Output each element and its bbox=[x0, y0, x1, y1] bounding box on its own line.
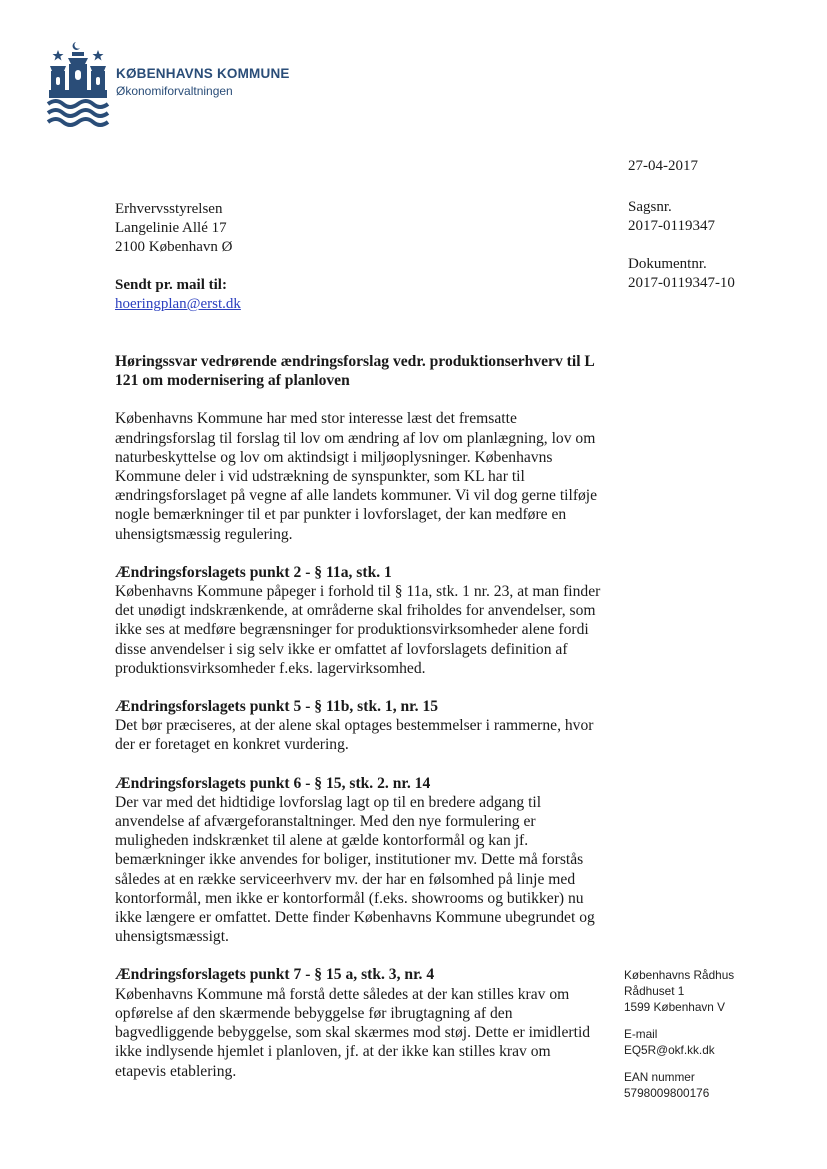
intro-paragraph: Københavns Kommune har med stor interesse læst det fremsatte ændringsforslag til forslag til lov om ændring af lov om planlægning, lov om naturbeskyttelse og lov om aktindsigt i miljøoplysninger. Københavns Kommune deler i vid udstrækning de synspunkter, som KL har til ændringsforslaget på vegne af alle landets kommuner. Vi vil dog gerne tilføje nogle bemærkninger til et par punkter i lovforslaget, der kan medføre en uhensigtsmæssig regulering. bbox=[115, 410, 598, 543]
footer-contact bbox=[624, 967, 734, 1101]
footer-email-label: E-mail bbox=[624, 1027, 658, 1041]
recipient-line: Langelinie Allé 17 bbox=[115, 220, 227, 236]
footer-email bbox=[624, 1026, 734, 1058]
footer-ean-label: EAN nummer bbox=[624, 1070, 695, 1084]
copenhagen-coat-of-arms-icon bbox=[44, 40, 112, 132]
department-name: Økonomiforvaltningen bbox=[116, 84, 233, 98]
sent-label: Sendt pr. mail til: bbox=[115, 277, 227, 293]
footer-address-line: Københavns Rådhus bbox=[624, 968, 735, 982]
letter-date: 27-04-2017 bbox=[628, 158, 698, 174]
recipient-address bbox=[115, 200, 232, 257]
section bbox=[115, 563, 605, 678]
footer-address-line: Rådhuset 1 bbox=[624, 984, 685, 998]
section-heading: Ændringsforslagets punkt 2 - § 11a, stk. 1 bbox=[115, 563, 392, 581]
footer-address bbox=[624, 967, 734, 1015]
document-number: 2017-0119347-10 bbox=[628, 275, 735, 291]
section-heading: Ændringsforslagets punkt 6 - § 15, stk. 2. nr. 14 bbox=[115, 774, 431, 792]
recipient-email-link[interactable]: hoeringplan@erst.dk bbox=[115, 296, 241, 312]
document-number-label: Dokumentnr. bbox=[628, 256, 707, 272]
footer-ean bbox=[624, 1069, 734, 1101]
section-heading: Ændringsforslagets punkt 7 - § 15 a, stk. 3, nr. 4 bbox=[115, 966, 435, 984]
section-text: Der var med det hidtidige lovforslag lagt op til en bredere adgang til anvendelse af afværgeforanstaltninger. Med den nye formulering er muligheden indskrænket til alene at gælde kontorformål og kan jf. bemærkninger ikke anvendes for boliger, institutioner mv. Dette må forstås således at en række serviceerhverv mv. der har en følsomhed på linje med kontorformål, men ikke er kontorformål (f.eks. showrooms og butikker) nu ikke længere er omfattet. Dette finder Københavns Kommune ubegrundet og uhensigtsmæssigt. bbox=[115, 793, 595, 946]
case-number-label: Sagsnr. bbox=[628, 199, 672, 215]
org-name: KØBENHAVNS KOMMUNE bbox=[116, 66, 290, 81]
organisation-header bbox=[116, 66, 290, 98]
section-text: Københavns Kommune må forstå dette således at der kan stilles krav om opførelse af den skærmende bebyggelse før ibrugtagning af den bagvedliggende bebyggelse, som skal skærmes mod støj. Dette er imidlertid ikke indlysende hjemlet i planloven, jf. at der ikke kan stilles krav om etapevis etablering. bbox=[115, 985, 591, 1080]
letter-body bbox=[115, 352, 605, 1100]
footer-email-value: EQ5R@okf.kk.dk bbox=[624, 1043, 715, 1057]
sent-by-mail bbox=[115, 276, 241, 314]
section-heading: Ændringsforslagets punkt 5 - § 11b, stk. 1, nr. 15 bbox=[115, 698, 439, 716]
footer-address-line: 1599 København V bbox=[624, 1000, 726, 1014]
recipient-line: Erhvervsstyrelsen bbox=[115, 201, 223, 217]
section bbox=[115, 774, 605, 947]
section-text: Det bør præciseres, at der alene skal optages bestemmelser i rammerne, hvor der er foretaget en konkret vurdering. bbox=[115, 717, 594, 754]
section bbox=[115, 697, 605, 755]
section bbox=[115, 965, 605, 1080]
reference-block bbox=[628, 198, 735, 293]
letter-title: Høringssvar vedrørende ændringsforslag vedr. produktionserhverv til L 121 om modernisering af planloven bbox=[115, 353, 594, 390]
case-number: 2017-0119347 bbox=[628, 218, 715, 234]
recipient-line: 2100 København Ø bbox=[115, 239, 233, 255]
section-text: Københavns Kommune påpeger i forhold til § 11a, stk. 1 nr. 23, at man finder det unødigt indskrænkende, at områderne skal friholdes for anvendelser, som ikke ses at medføre begrænsninger for produktionsvirksomheder alene fordi disse anvendelser i sig selv ikke er omfattet af lovforslagets definition af produktionsvirksomheder f.eks. lagervirksomhed. bbox=[115, 583, 601, 677]
footer-ean-value: 5798009800176 bbox=[624, 1086, 710, 1100]
